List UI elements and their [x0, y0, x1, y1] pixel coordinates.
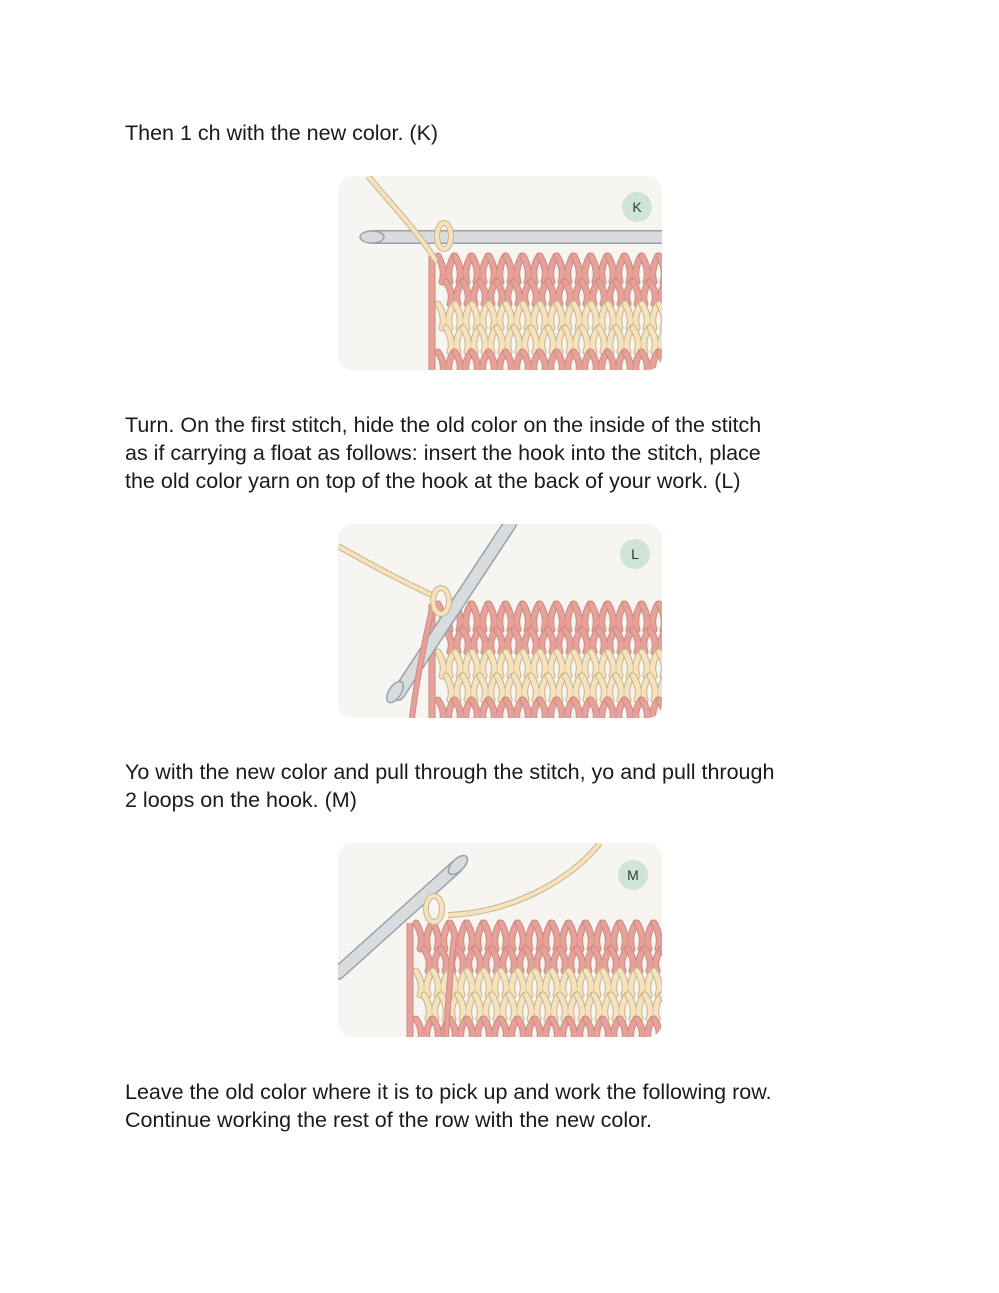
- instruction-step-k: [125, 119, 438, 147]
- step-badge-label: L: [631, 546, 639, 562]
- crochet-hook-icon: [360, 231, 662, 243]
- instruction-step-l: [125, 411, 761, 495]
- illustration-k: [338, 176, 662, 370]
- instruction-step-m: [125, 758, 774, 814]
- text-line: Leave the old color where it is to pick up and work the following row.: [125, 1080, 772, 1104]
- text-line: as if carrying a float as follows: insert the hook into the stitch, place: [125, 441, 761, 465]
- text-line: Continue working the rest of the row with the new color.: [125, 1108, 653, 1132]
- text-line: Yo with the new color and pull through the stitch, yo and pull through: [125, 760, 775, 784]
- text-line: Turn. On the first stitch, hide the old color on the inside of the stitch: [125, 413, 762, 437]
- illustration-m: [338, 843, 662, 1037]
- text-line: the old color yarn on top of the hook at the back of your work. (L): [125, 469, 741, 493]
- instruction-final: [125, 1078, 772, 1134]
- step-badge-label: K: [632, 199, 642, 215]
- illustration-l: [338, 524, 662, 718]
- text-line: 2 loops on the hook. (M): [125, 788, 357, 812]
- step-badge-label: M: [627, 867, 639, 883]
- text-line: Then 1 ch with the new color. (K): [125, 121, 439, 145]
